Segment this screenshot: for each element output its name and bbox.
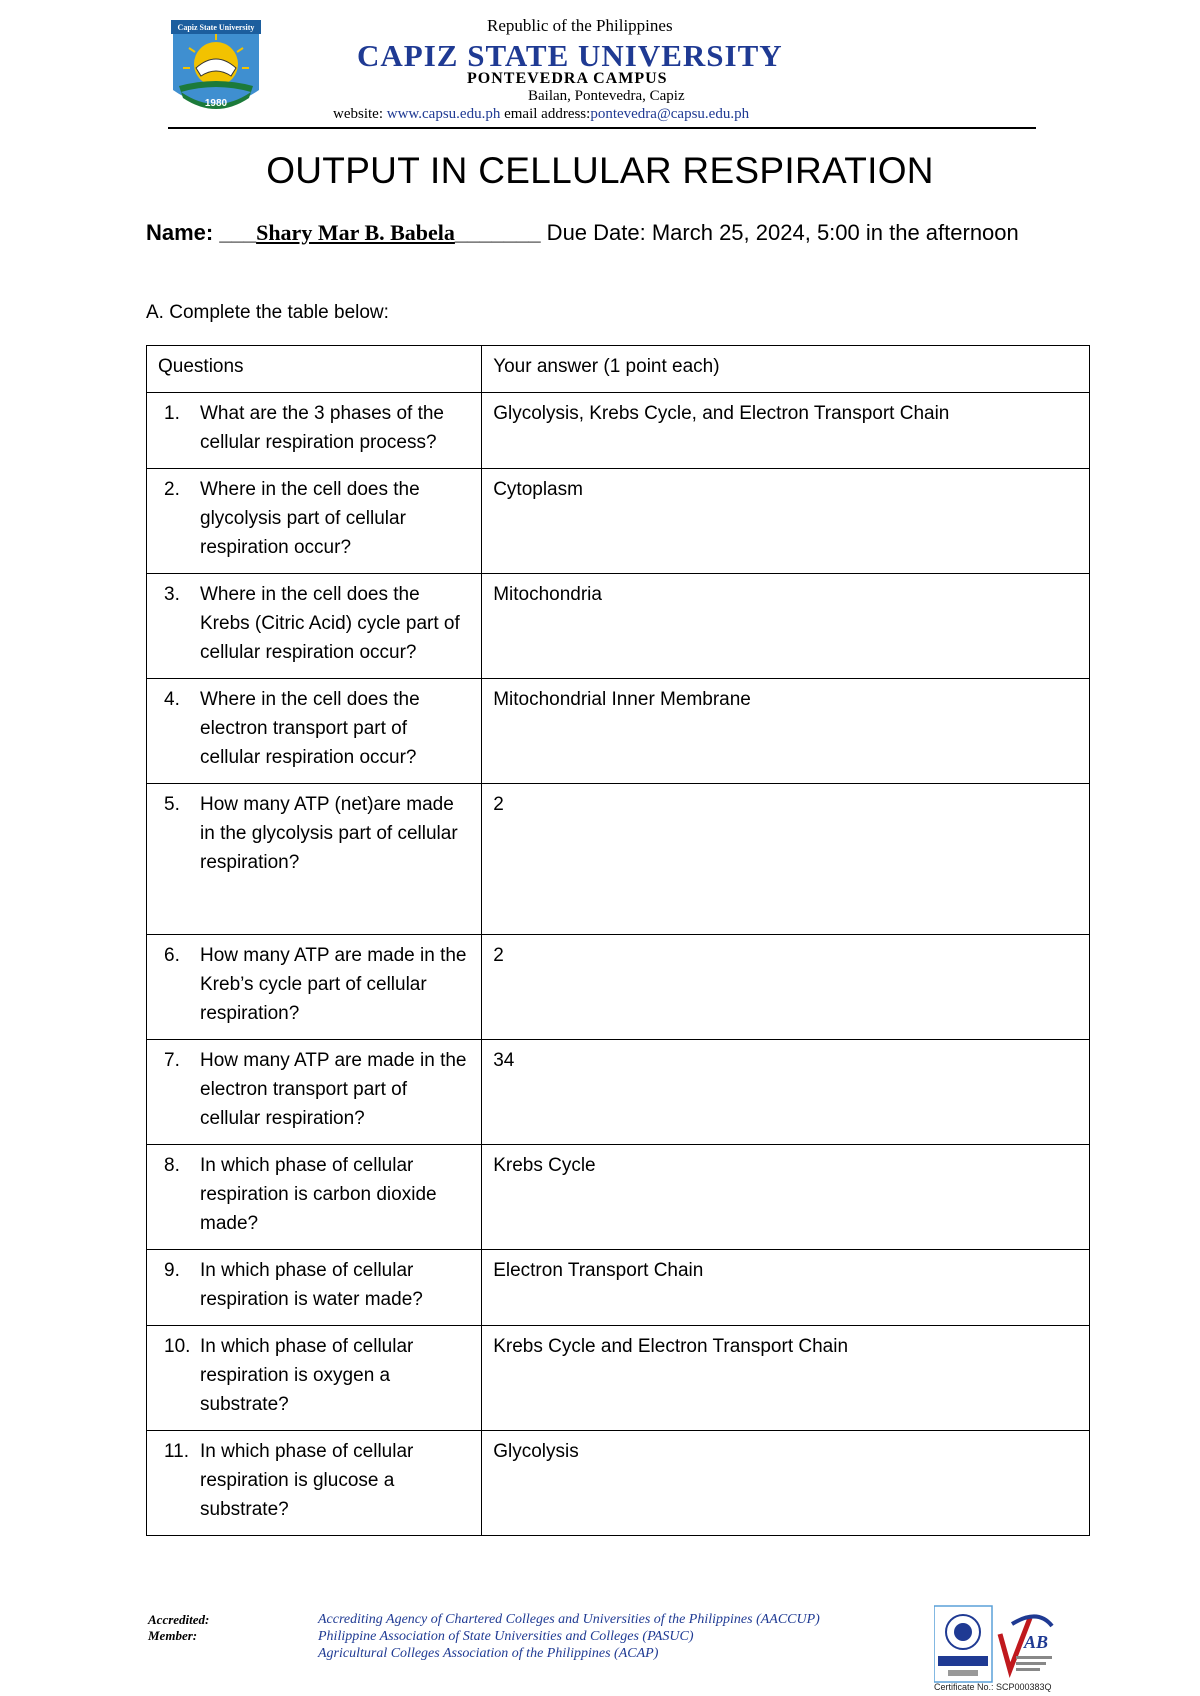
svg-text:AB: AB xyxy=(1024,1632,1049,1652)
answer-cell: Glycolysis xyxy=(482,1431,1090,1536)
answer-cell: Electron Transport Chain xyxy=(482,1250,1090,1326)
email-link[interactable]: pontevedra@capsu.edu.ph xyxy=(590,106,750,122)
table-row xyxy=(147,784,1090,935)
campus-name: PONTEVEDRA CAMPUS xyxy=(467,70,668,87)
question-cell xyxy=(147,935,482,1040)
table-row xyxy=(147,1326,1090,1431)
question-text: How many ATP are made in the Kreb’s cycle part of cellular respiration? xyxy=(200,945,467,1024)
table-row xyxy=(147,935,1090,1040)
answer-cell: Mitochondrial Inner Membrane xyxy=(482,679,1090,784)
org-pasuc: Philippine Association of State Universities and Colleges (PASUC) xyxy=(318,1629,694,1644)
question-number: 2. xyxy=(164,479,180,500)
table-row xyxy=(147,1431,1090,1536)
table-row xyxy=(147,469,1090,574)
answer-cell: 2 xyxy=(482,784,1090,935)
website-link[interactable]: www.capsu.edu.ph xyxy=(386,106,501,122)
member-label: Member: xyxy=(148,1628,198,1643)
footer-labels xyxy=(148,1612,209,1644)
answer-cell: Mitochondria xyxy=(482,574,1090,679)
question-number: 9. xyxy=(164,1260,180,1281)
question-text: How many ATP are made in the electron transport part of cellular respiration? xyxy=(200,1050,467,1129)
question-number: 3. xyxy=(164,584,180,605)
question-cell xyxy=(147,469,482,574)
table-row xyxy=(147,574,1090,679)
certificate-number: Certificate No.: SCP000383Q xyxy=(934,1682,1052,1692)
document-title: OUTPUT IN CELLULAR RESPIRATION xyxy=(266,150,934,191)
socotec-logo xyxy=(934,1606,992,1682)
question-number: 7. xyxy=(164,1050,180,1071)
answer-cell: Krebs Cycle and Electron Transport Chain xyxy=(482,1326,1090,1431)
question-cell xyxy=(147,393,482,469)
due-date: Due Date: March 25, 2024, 5:00 in the afternoon xyxy=(540,220,1019,245)
question-cell xyxy=(147,1040,482,1145)
table-row xyxy=(147,679,1090,784)
certification-logos xyxy=(934,1604,1059,1688)
answer-cell: 34 xyxy=(482,1040,1090,1145)
question-cell xyxy=(147,574,482,679)
org-aaccup: Accrediting Agency of Chartered Colleges and Universities of the Philippines (AACCUP) xyxy=(318,1612,820,1627)
name-blank-suffix: _______ xyxy=(454,220,541,245)
question-text: In which phase of cellular respiration is oxygen a substrate? xyxy=(200,1336,414,1415)
answer-cell: Cytoplasm xyxy=(482,469,1090,574)
answer-cell: Krebs Cycle xyxy=(482,1145,1090,1250)
question-number: 10. xyxy=(164,1336,191,1357)
table-row xyxy=(147,1040,1090,1145)
question-number: 11. xyxy=(164,1441,190,1462)
question-text: Where in the cell does the Krebs (Citric Acid) cycle part of cellular respiration occur? xyxy=(200,584,460,663)
question-cell xyxy=(147,1250,482,1326)
svg-text:1980: 1980 xyxy=(204,98,228,109)
table-row xyxy=(147,1145,1090,1250)
answer-cell: Glycolysis, Krebs Cycle, and Electron Transport Chain xyxy=(482,393,1090,469)
question-cell xyxy=(147,1326,482,1431)
question-cell xyxy=(147,784,482,935)
student-name: Shary Mar B. Babela xyxy=(256,220,455,245)
header-divider xyxy=(168,127,1036,129)
table-row xyxy=(147,393,1090,469)
uab-logo xyxy=(1000,1616,1052,1671)
question-number: 5. xyxy=(164,794,180,815)
question-number: 8. xyxy=(164,1155,180,1176)
name-blank-prefix: ___ xyxy=(213,220,257,245)
question-text: Where in the cell does the electron transport part of cellular respiration occur? xyxy=(200,689,420,768)
university-name: CAPIZ STATE UNIVERSITY xyxy=(357,38,783,73)
question-number: 1. xyxy=(164,403,180,424)
question-text: In which phase of cellular respiration is carbon dioxide made? xyxy=(200,1155,437,1234)
instruction-text: A. Complete the table below: xyxy=(146,302,389,323)
university-seal-logo xyxy=(171,20,261,118)
question-text: In which phase of cellular respiration is glucose a substrate? xyxy=(200,1441,414,1520)
accredited-label: Accredited: xyxy=(148,1612,210,1627)
footer-organizations xyxy=(318,1611,820,1662)
republic-line: Republic of the Philippines xyxy=(487,16,673,35)
question-text: What are the 3 phases of the cellular respiration process? xyxy=(200,403,444,453)
contact-line xyxy=(333,106,893,123)
questions-header: Questions xyxy=(147,346,482,393)
question-text: Where in the cell does the glycolysis part of cellular respiration occur? xyxy=(200,479,420,558)
questions-table xyxy=(146,345,1090,1536)
question-number: 6. xyxy=(164,945,180,966)
answers-header: Your answer (1 point each) xyxy=(482,346,1090,393)
campus-address: Bailan, Pontevedra, Capiz xyxy=(528,88,685,104)
question-cell xyxy=(147,679,482,784)
student-info xyxy=(146,216,1026,249)
question-cell xyxy=(147,1431,482,1536)
question-text: In which phase of cellular respiration is water made? xyxy=(200,1260,423,1310)
table-header-row xyxy=(147,346,1090,393)
website-label: website: xyxy=(333,106,383,122)
answer-cell: 2 xyxy=(482,935,1090,1040)
name-label: Name: xyxy=(146,220,214,245)
email-label: email address: xyxy=(504,106,591,122)
table-row xyxy=(147,1250,1090,1326)
question-number: 4. xyxy=(164,689,180,710)
question-text: How many ATP (net)are made in the glycolysis part of cellular respiration? xyxy=(200,794,458,873)
question-cell xyxy=(147,1145,482,1250)
svg-text:Capiz State University: Capiz State University xyxy=(177,23,255,32)
org-acap: Agricultural Colleges Association of the Philippines (ACAP) xyxy=(318,1646,659,1661)
